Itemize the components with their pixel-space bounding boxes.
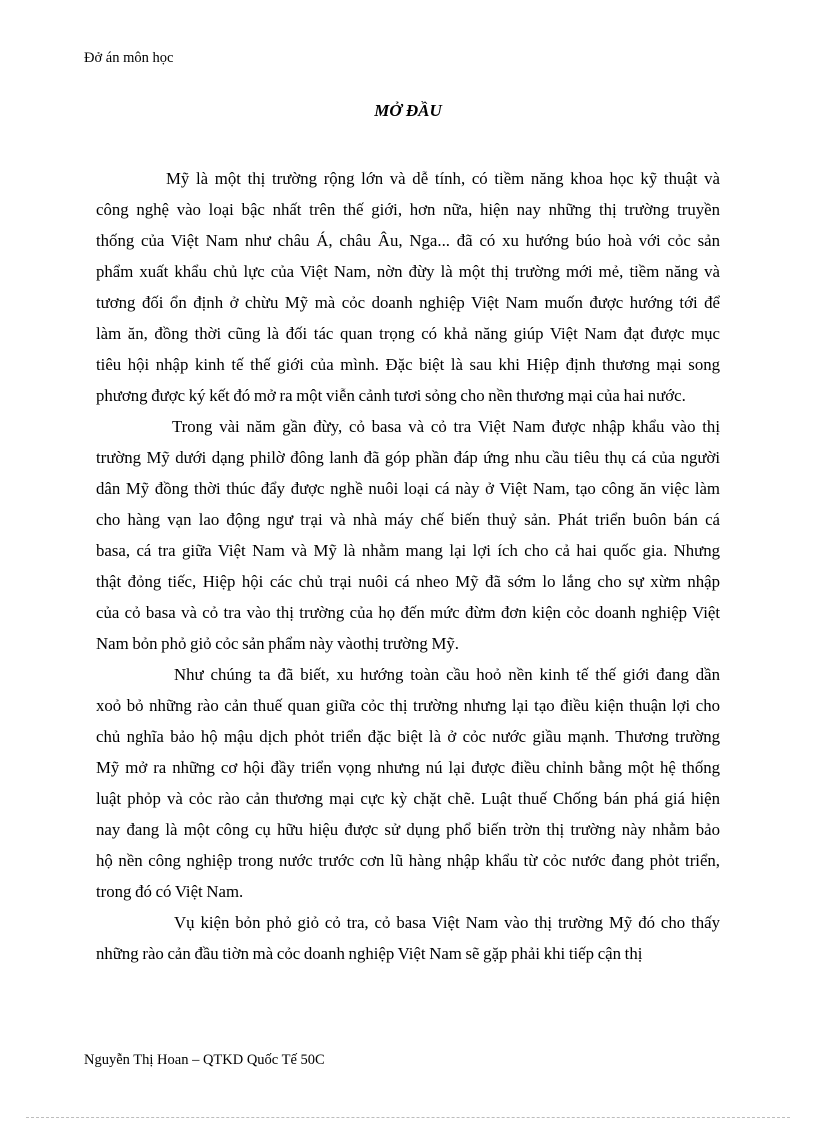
paragraph-3 — [96, 659, 720, 907]
text-line: Mỹ là một thị trường rộng lớn và dễ tính, có tiềm năng khoa học kỹ thuật và — [166, 169, 720, 188]
text-line: Vụ kiện bỏn phỏ giỏ cỏ tra, cỏ basa Việt Nam vào thị trường Mỹ đó cho thấy — [174, 913, 720, 932]
text-line: basa, cá tra giữa Việt Nam và Mỹ là nhằm mang lại lợi ích cho cả hai quốc gia. Nhưng — [96, 541, 720, 560]
text-line: làm ăn, đồng thời cũng là đối tác quan trọng có khả năng giúp Việt Nam đạt được mục — [96, 324, 720, 343]
text-line: Mỹ mở ra những cơ hội đầy triển vọng nhưng nú lại được điều chỉnh bằng một hệ thống — [96, 758, 720, 777]
text-line: trường Mỹ dưới dạng philờ đông lanh đã góp phần đáp ứng nhu cầu tiêu thụ cá của người — [96, 448, 720, 467]
text-line: cho hàng vạn lao động ngư trại và nhà máy chế biến thuỷ sản. Phát triển buôn bán cá — [96, 510, 720, 529]
text-line: công nghệ vào loại bậc nhất trên thế giới, hơn nữa, hiện nay những thị trường truyền — [96, 200, 720, 219]
paragraph-1 — [96, 163, 720, 411]
text-line: luật phỏp và cỏc rào cản thương mại cực kỳ chặt chẽ. Luật thuế Chống bán phá giá hiện — [96, 789, 720, 808]
text-line: trong đó có Việt Nam. — [96, 882, 244, 901]
text-line: những rào cản đầu tiờn mà cỏc doanh nghiệp Việt Nam sẽ gặp phải khi tiếp cận thị — [96, 944, 643, 963]
page-footer: Nguyễn Thị Hoan – QTKD Quốc Tế 50C — [84, 1052, 325, 1068]
text-line: hộ nền công nghiệp trong nước trước cơn lũ hàng nhập khẩu từ cỏc nước đang phỏt triển, — [96, 851, 720, 870]
page-header: Đở án môn học — [84, 50, 174, 66]
document-title: MỞ ĐẦU — [374, 101, 442, 120]
text-line: chủ nghĩa bảo hộ mậu dịch phỏt triển đặc biệt là ở cỏc nước giầu mạnh. Thương trường — [96, 727, 720, 746]
text-line: dân Mỹ đồng thời thúc đẩy được nghề nuôi loại cá này ở Việt Nam, tạo công ăn việc làm — [96, 479, 720, 498]
text-line: thật đỏng tiếc, Hiệp hội các chủ trại nuôi cá nheo Mỹ đã sớm lo lắng cho sự xừm nhập — [96, 572, 720, 591]
text-line: nay đang là một công cụ hữu hiệu được sử dụng phổ biến trờn thị trường này nhằm bảo — [96, 820, 720, 839]
text-line: Như chúng ta đã biết, xu hướng toàn cầu hoỏ nền kinh tế thế giới đang dần — [174, 665, 720, 684]
text-line: tiêu hội nhập kinh tế thế giới của mình. Đặc biệt là sau khi Hiệp định thương mại song — [96, 355, 720, 374]
page-bottom-divider — [26, 1117, 790, 1118]
text-line: thống của Việt Nam như châu Á, châu Âu, Nga... đã có xu hướng búo hoà với cỏc sản — [96, 231, 720, 250]
text-line: phẩm xuất khẩu chủ lực của Việt Nam, nờn đừy là một thị trường mới mẻ, tiềm năng và — [96, 262, 720, 281]
text-line: của cỏ basa và cỏ tra vào thị trường của họ đến mức đừm đơn kiện cỏc doanh nghiệp Việt — [96, 603, 720, 622]
text-line: Nam bỏn phỏ giỏ cỏc sản phẩm này vàothị trường Mỹ. — [96, 634, 459, 653]
text-line: xoỏ bỏ những rào cản thuế quan giữa cỏc thị trường nhưng lại tạo điều kiện thuận lợi cho — [96, 696, 720, 715]
paragraph-2 — [96, 411, 720, 659]
text-line: phương được ký kết đó mở ra một viễn cảnh tươi sỏng cho nền thương mại của hai nước. — [96, 386, 686, 405]
body-text — [96, 163, 720, 969]
text-line: tương đối ổn định ở chừu Mỹ mà cỏc doanh nghiệp Việt Nam muốn được hướng tới để — [96, 293, 720, 312]
text-line: Trong vài năm gần đừy, cỏ basa và cỏ tra Việt Nam được nhập khẩu vào thị — [172, 417, 720, 436]
paragraph-4 — [96, 907, 720, 969]
